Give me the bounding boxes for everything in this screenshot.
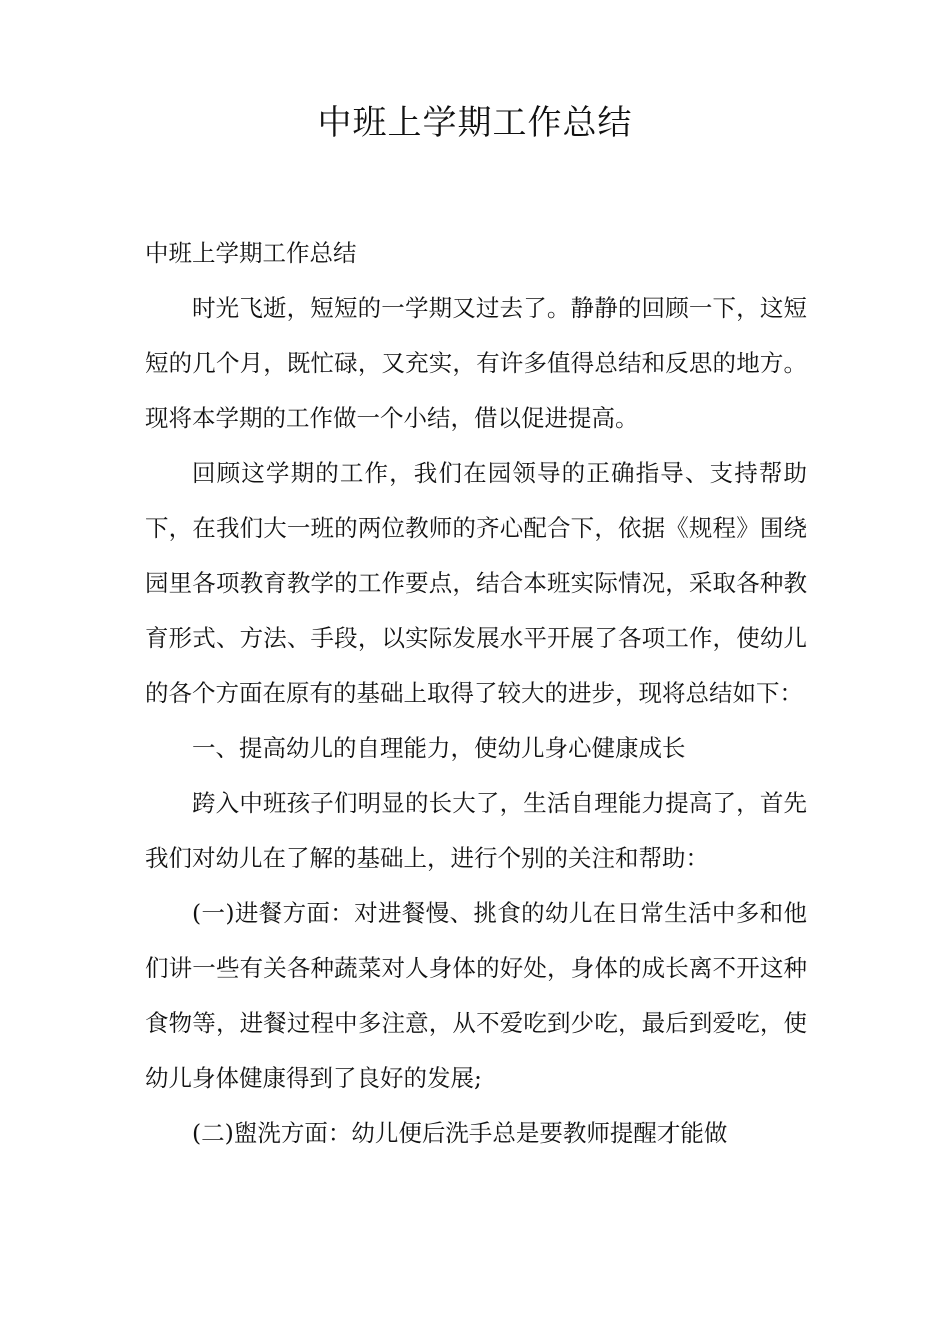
paragraph-review: 回顾这学期的工作，我们在园领导的正确指导、支持帮助下，在我们大一班的两位教师的齐心配合下，依据《规程》围绕园里各项教育教学的工作要点，结合本班实际情况，采取各种教育形式、方法、手段，以实际发展水平开展了各项工作，使幼儿的各个方面在原有的基础上取得了较大的进步，现将总结如下： [145,459,807,707]
paragraph-intro: 时光飞逝，短短的一学期又过去了。静静的回顾一下，这短短的几个月，既忙碌，又充实，有许多值得总结和反思的地方。现将本学期的工作做一个小结，借以促进提高。 [145,294,807,432]
paragraph-washing: (二)盥洗方面：幼儿便后洗手总是要教师提醒才能做 [192,1119,728,1147]
paragraph-subtitle: 中班上学期工作总结 [145,239,357,267]
section-heading-1: 一、提高幼儿的自理能力，使幼儿身心健康成长 [192,734,686,762]
document-body [145,226,807,1161]
paragraph-self-care: 跨入中班孩子们明显的长大了，生活自理能力提高了，首先我们对幼儿在了解的基础上，进行个别的关注和帮助： [145,789,807,872]
document-title: 中班上学期工作总结 [317,103,633,143]
paragraph-dining: (一)进餐方面：对进餐慢、挑食的幼儿在日常生活中多和他们讲一些有关各种蔬菜对人身体的好处，身体的成长离不开这种食物等，进餐过程中多注意，从不爱吃到少吃，最后到爱吃，使幼儿身体健康得到了良好的发展; [145,899,807,1092]
